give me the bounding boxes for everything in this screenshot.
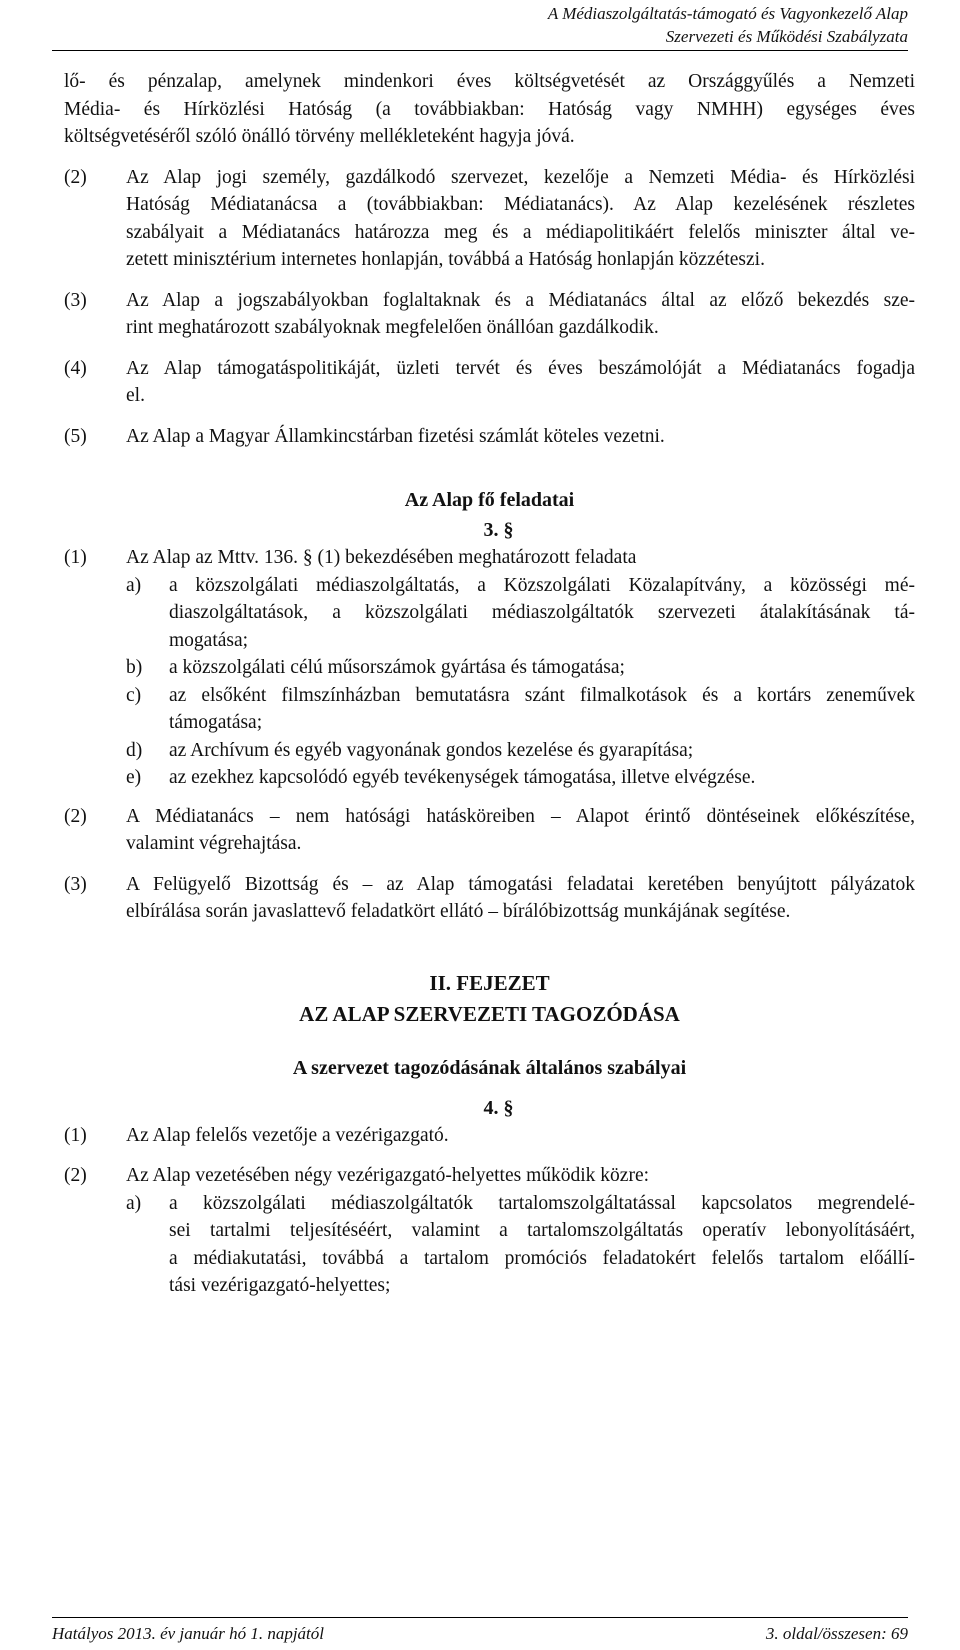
text-line: a közszolgálati célú műsorszámok gyártása és támogatása; <box>169 657 625 678</box>
paragraph-2-4 <box>64 355 915 410</box>
text-line: Az Alap vezetésében négy vezérigazgató-helyettes működik közre: <box>126 1165 650 1186</box>
chapter-title: AZ ALAP SZERVEZETI TAGOZÓDÁSA <box>299 1001 680 1026</box>
text-line: Az Alap felelős vezetője a vezérigazgató. <box>126 1124 449 1146</box>
text-line: költségvetéséről szóló önálló törvény mellékleteként hagyja jóvá. <box>64 126 575 147</box>
text-line: Hatóság Médiatanácsa a (továbbiakban: Médiatanács). Az Alap kezelésének részletes <box>126 194 915 215</box>
paragraph-number: (2) <box>64 805 87 827</box>
text-line: Az Alap a Magyar Államkincstárban fizetési számlát köteles vezetni. <box>126 425 665 447</box>
header-subtitle: Szervezeti és Működési Szabályzata <box>665 27 908 46</box>
paragraph-4-2 <box>64 1162 915 1190</box>
text-line: a médiakutatási, továbbá a tartalom promóciós feladatokért felelős tartalom előállí- <box>169 1247 915 1269</box>
paragraph-number: (5) <box>64 425 87 447</box>
paragraph-3-3 <box>64 871 915 926</box>
paragraph-number: (3) <box>64 873 87 895</box>
text-line: lő- és pénzalap, amelynek mindenkori éves költségvetését az Országgyűlés a Nemzeti <box>64 71 915 92</box>
list-item <box>126 764 915 792</box>
list-item <box>126 682 915 737</box>
text-line: Az Alap a jogszabályokban foglaltaknak és a Médiatanács által az előző bekezdés sze- <box>126 289 915 311</box>
paragraph-number: (1) <box>64 1124 87 1146</box>
list-letter: c) <box>126 684 142 706</box>
paragraph-3-2 <box>64 803 915 858</box>
text-line: valamint végrehajtása. <box>126 833 302 854</box>
footer-divider <box>52 1617 908 1618</box>
text-line: sei tartalmi teljesítéséért, valamint a tartalomszolgáltatás operatív lebonyolításáért, <box>169 1220 915 1241</box>
section-3-number: 3. § <box>483 519 514 541</box>
section-4-list <box>64 1190 915 1300</box>
text-line: az elsőként filmszínházban bemutatásra szánt filmalkotások és a kortárs zeneművek <box>169 684 915 706</box>
chapter-heading <box>64 968 915 1030</box>
text-line: Média- és Hírközlési Hatóság (a továbbiakban: Hatóság vagy NMHH) egységes éves <box>64 98 915 120</box>
text-line: A Médiatanács – nem hatósági hatásköreiben – Alapot érintő döntéseinek előkészítése, <box>126 805 915 827</box>
paragraph-2-3 <box>64 287 915 342</box>
text-line: elbírálása során javaslattevő feladatkört ellátó – bírálóbizottság munkájának segítése. <box>126 901 791 922</box>
list-letter: a) <box>126 574 142 596</box>
list-item <box>126 572 915 655</box>
text-line: Az Alap támogatáspolitikáját, üzleti tervét és éves beszámolóját a Médiatanács fogadja <box>126 357 915 379</box>
text-line: az Archívum és egyéb vagyonának gondos kezelése és gyarapítása; <box>169 739 694 761</box>
section-4-subtitle: A szervezet tagozódásának általános szabályai <box>292 1056 687 1079</box>
paragraph-4-1 <box>64 1122 915 1150</box>
paragraph-number: (3) <box>64 289 87 311</box>
text-line: Az Alap jogi személy, gazdálkodó szervezet, kezelője a Nemzeti Média- és Hírközlési <box>126 166 915 188</box>
text-line: az ezekhez kapcsolódó egyéb tevékenységek támogatása, illetve elvégzése. <box>169 767 756 788</box>
section-3-list <box>64 572 915 792</box>
list-item <box>126 1190 915 1300</box>
paragraph-number: (2) <box>64 1165 87 1186</box>
text-line: a közszolgálati médiaszolgáltatók tartalomszolgáltatással kapcsolatos megrendelé- <box>169 1192 915 1214</box>
text-line: el. <box>126 385 145 406</box>
text-line: A Felügyelő Bizottság és – az Alap támogatási feladatai keretében benyújtott pályázatok <box>126 873 915 895</box>
document-body <box>64 68 915 1313</box>
list-item <box>126 737 915 765</box>
list-letter: a) <box>126 1192 142 1214</box>
text-line: rint meghatározott szabályoknak megfelelően önállóan gazdálkodik. <box>126 317 659 338</box>
chapter-number: II. FEJEZET <box>429 970 550 995</box>
text-line: támogatása; <box>169 712 263 733</box>
footer-page-number: 3. oldal/összesen: 69 <box>765 1624 908 1643</box>
text-line: a közszolgálati médiaszolgáltatás, a Közszolgálati Közalapítvány, a közösségi mé- <box>169 574 915 596</box>
page-header <box>548 2 908 48</box>
list-letter: d) <box>126 739 143 761</box>
section-4-number: 4. § <box>483 1096 514 1119</box>
paragraph-3-1 <box>64 544 915 572</box>
text-line: szabályait a Médiatanács határozza meg és a médiapolitikáért felelős miniszter által ve- <box>126 221 915 243</box>
text-line: diaszolgáltatások, a közszolgálati médiaszolgáltatók szervezeti átalakításának tá- <box>169 602 915 623</box>
paragraph-number: (4) <box>64 357 87 379</box>
text-line: zetett minisztérium internetes honlapján, továbbá a Hatóság honlapján közzéteszi. <box>126 249 765 270</box>
header-title: A Médiaszolgáltatás-támogató és Vagyonkezelő Alap <box>547 4 908 23</box>
text-line: tási vezérigazgató-helyettes; <box>169 1275 391 1296</box>
paragraph-number: (2) <box>64 166 87 188</box>
section-3-title: Az Alap fő feladatai <box>404 489 575 511</box>
header-divider <box>52 50 908 51</box>
list-letter: b) <box>126 657 143 678</box>
paragraph-2-2 <box>64 164 915 274</box>
text-line: Az Alap az Mttv. 136. § (1) bekezdésében meghatározott feladata <box>126 547 637 568</box>
list-letter: e) <box>126 767 142 788</box>
paragraph-number: (1) <box>64 547 87 568</box>
footer-effective-date: Hatályos 2013. év január hó 1. napjától <box>52 1624 324 1643</box>
paragraph-2-5 <box>64 423 915 451</box>
list-item <box>126 654 915 682</box>
intro-paragraph <box>64 68 915 151</box>
text-line: mogatása; <box>169 629 249 651</box>
